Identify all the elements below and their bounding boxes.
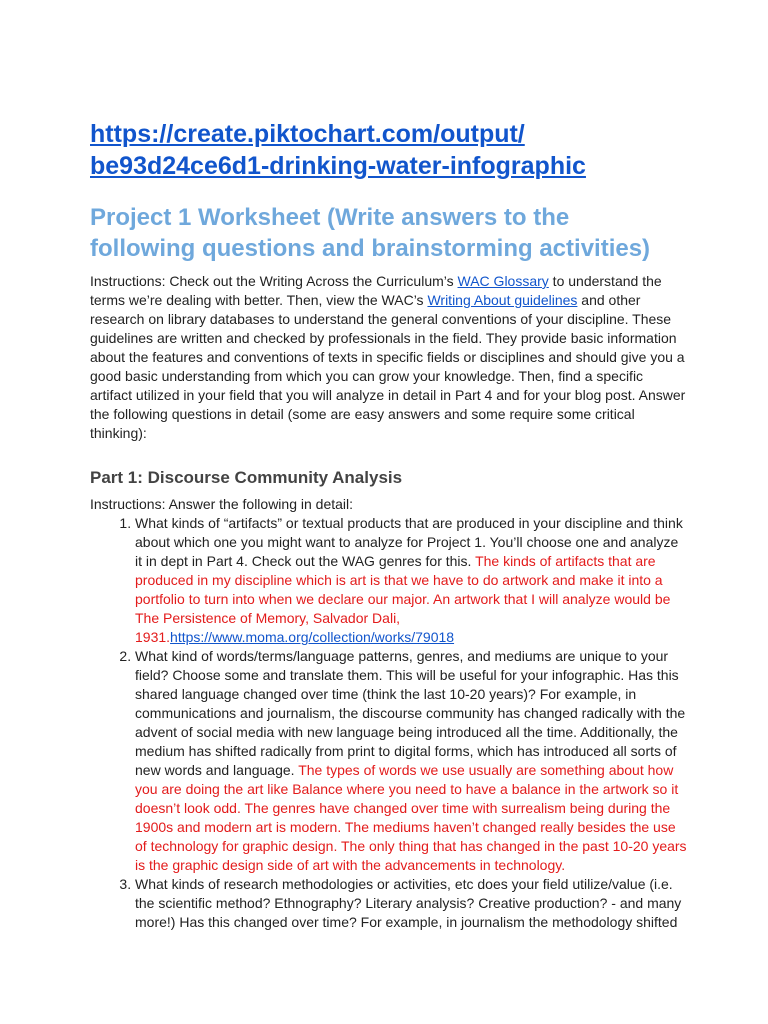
project-title-line1: Project 1 Worksheet (Write answers to the xyxy=(90,204,570,231)
question-1-text: What kinds of “artifacts” or textual products that are produced in your discipline and think about which one you might want to analyze for Project 1. You’ll choose one and analyze it in dept in Part 4. Check out the WAG genres for this. xyxy=(135,515,683,569)
answer-1-text: The kinds of artifacts that are produced in my discipline which is art is that we have to do artwork and make it into a portfolio to turn into when we declare our major. An artwork that I will analyze would be The Persistence of Memory, Salvador Dali, 1931. xyxy=(135,553,671,645)
infographic-url-line1: https://create.piktochart.com/output/ xyxy=(90,120,525,148)
moma-collection-link[interactable]: https://www.moma.org/collection/works/79018 xyxy=(170,629,455,645)
instructions-text-mid: to understand the terms we’re dealing with better. Then, view the WAC’s xyxy=(90,273,662,308)
question-list xyxy=(90,514,688,932)
instructions-text-start: Instructions: Check out the Writing Across the Curriculum’s xyxy=(90,273,458,289)
question-item-2 xyxy=(135,647,688,875)
wac-glossary-link[interactable]: WAC Glossary xyxy=(457,273,549,289)
question-item-3 xyxy=(135,875,688,932)
part1-instructions: Instructions: Answer the following in detail: xyxy=(90,496,354,512)
instructions-text-end: and other research on library databases to understand the general conventions of your discipline. These guidelines are written and checked by professionals in the field. They provide basic information about the features and conventions of texts in specific fields or disciplines and should give you a good basic understanding from which you can grow your knowledge. Then, find a specific artifact utilized in your field that you will analyze in detail in Part 4 and for your blog post. Answer the following questions in detail (some are easy answers and some require some critical thinking): xyxy=(90,292,686,441)
instructions-paragraph xyxy=(90,272,688,443)
infographic-url-link[interactable] xyxy=(90,118,688,182)
infographic-url-line2: be93d24ce6d1-drinking-water-infographic xyxy=(90,152,586,180)
question-3-text: What kinds of research methodologies or activities, etc does your field utilize/value (i.e. the scientific method? Ethnography? Literary analysis? Creative production? - and many more!) Has this changed over time? For example, in journalism the methodology shifted xyxy=(135,876,682,930)
writing-about-guidelines-link[interactable]: Writing About guidelines xyxy=(427,292,578,308)
question-2-text: What kind of words/terms/language patterns, genres, and mediums are unique to your field? Choose some and translate them. This will be useful for your infographic. Has this shared language changed over time (think the last 10-20 years)? For example, in communications and journalism, the discourse community has changed radically with the advent of social media with new language being introduced all the time. Additionally, the medium has shifted radically from print to digital forms, which has introduced all sorts of new words and language. xyxy=(135,648,686,778)
project-title-line2: following questions and brainstorming activities) xyxy=(90,235,651,262)
answer-2-text: The types of words we use usually are something about how you are doing the art like Balance where you need to have a balance in the artwork so it doesn’t look odd. The genres have changed over time with surrealism being during the 1900s and modern art is modern. The mediums haven’t changed really besides the use of technology for graphic design. The only thing that has changed in the past 10-20 years is the graphic design side of art with the advancements in technology. xyxy=(135,762,687,873)
part1-heading: Part 1: Discourse Community Analysis xyxy=(90,468,403,487)
project-title xyxy=(90,202,688,264)
question-item-1 xyxy=(135,514,688,647)
